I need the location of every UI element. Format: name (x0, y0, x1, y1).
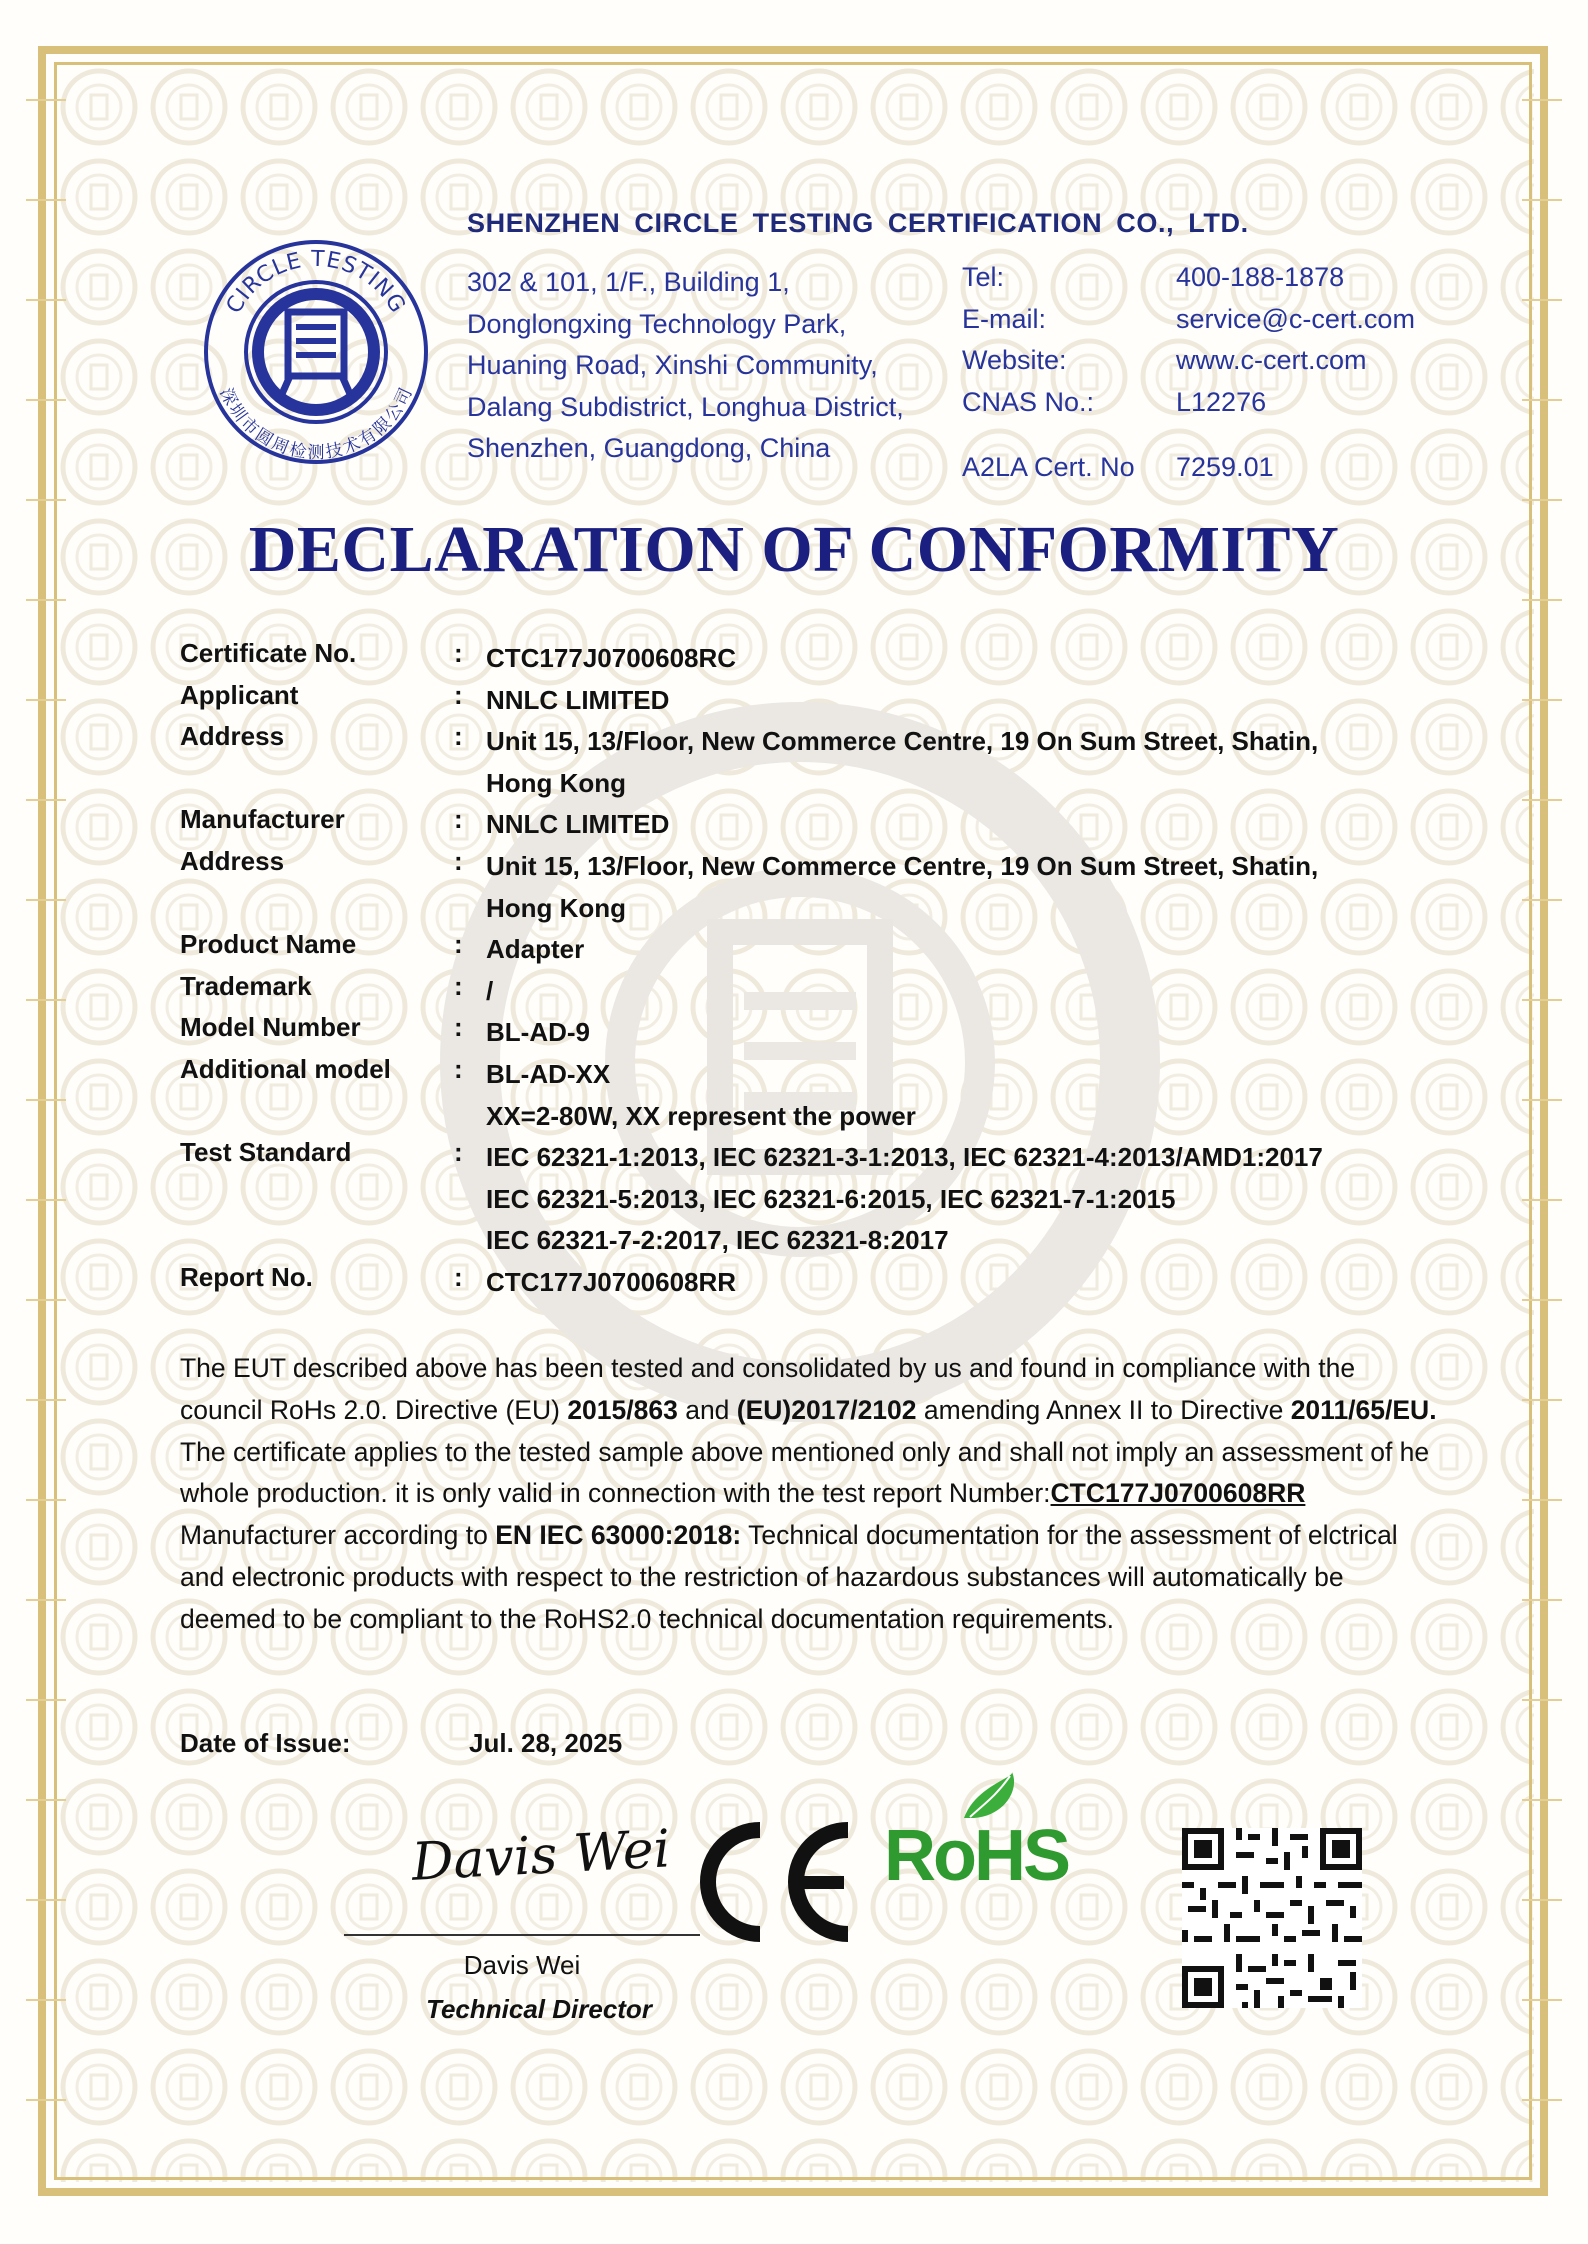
signatory-name: Davis Wei (463, 1950, 581, 1980)
text-run: amending Annex II to Directive (916, 1394, 1291, 1425)
value-line: CTC177J0700608RC (486, 643, 737, 673)
ce-mark (700, 1822, 860, 1942)
value-line: Adapter (486, 934, 585, 965)
left-frame-ticks (26, 80, 66, 2160)
value-line: NNLC LIMITED (486, 809, 670, 840)
field-colon: : (454, 1137, 463, 1168)
contact-label: A2LA Cert. No (962, 452, 1135, 482)
signature-script: Davis Wei (410, 1819, 672, 1893)
field-value (486, 971, 1486, 1013)
value-line: IEC 62321-5:2013, IEC 62321-6:2015, IEC 62321-7-1:2015 (486, 1183, 1176, 1214)
field-colon: : (454, 929, 463, 960)
field-value (486, 804, 1486, 846)
declaration-text (180, 1348, 1440, 1641)
field-label: Address (180, 846, 285, 876)
value-line: / (486, 975, 494, 1006)
field-value (486, 680, 1486, 722)
value-line: IEC 62321-1:2013, IEC 62321-3-1:2013, IEC 62321-4:2013/AMD1:2017 (486, 1142, 1323, 1173)
seal-text-top: CIRCLE TESTING (221, 246, 411, 318)
right-frame-ticks (1522, 80, 1562, 2160)
text-run: The EUT described above has been tested and consolidated by us and found in compliance with the council RoHs 2.0. Directive (EU) (180, 1353, 1356, 1425)
qr-code (1182, 1828, 1362, 2008)
value-line: Hong Kong (486, 767, 627, 798)
field-colon: : (454, 721, 463, 752)
field-label: Applicant (180, 679, 299, 710)
field-value (486, 846, 1486, 929)
text-run: Technical documentation for the assessment of elctrical and electronic products with respect to the restriction of hazardous substances will automatically be deemed to be compliant to the RoHS2.0 technical documentation requirements. (180, 1520, 1398, 1634)
rohs-text: RoHS (884, 1816, 1068, 1896)
contact-value: 400-188-1878 (1176, 262, 1345, 292)
field-value (486, 929, 1486, 971)
contact-value: service@c-cert.com (1176, 303, 1415, 334)
signatory-title: Technical Director (426, 1994, 652, 2024)
standard-paragraph (180, 1515, 1440, 1640)
field-colon: : (454, 1262, 463, 1292)
value-line: CTC177J0700608RR (486, 1267, 737, 1297)
address-line: Donglongxing Technology Park, (467, 308, 847, 339)
value-line: XX=2-80W, XX represent the power (486, 1100, 916, 1131)
compliance-paragraph (180, 1348, 1440, 1515)
field-label: Address (180, 721, 285, 752)
value-line: Unit 15, 13/Floor, New Commerce Centre, 19 On Sum Street, Shatin, (486, 851, 1319, 881)
field-colon: : (454, 804, 463, 835)
contact-label: E-mail: (962, 303, 1047, 334)
document-title: DECLARATION OF CONFORMITY (248, 513, 1340, 586)
leaf-icon (964, 1772, 1014, 1818)
seal-text-bottom: 深圳市圆周检测技术有限公司 (215, 384, 417, 463)
field-value (486, 638, 1486, 680)
report-number-link: CTC177J0700608RR (1050, 1478, 1306, 1509)
field-colon: : (454, 970, 463, 1001)
field-colon: : (454, 679, 463, 710)
address-line: 302 & 101, 1/F., Building 1, (467, 267, 790, 297)
contact-value: L12276 (1176, 386, 1267, 417)
field-label: Report No. (180, 1262, 313, 1292)
value-line: BL-AD-XX (486, 1059, 611, 1089)
contact-label: Tel: (962, 262, 1005, 292)
signature-line (344, 1934, 700, 1936)
field-label: Certificate No. (180, 638, 357, 668)
field-label: Test Standard (180, 1137, 352, 1168)
value-line: NNLC LIMITED (486, 684, 670, 715)
text-run: and (677, 1394, 737, 1425)
date-of-issue-value: Jul. 28, 2025 (469, 1728, 623, 1758)
date-of-issue-label: Date of Issue: (180, 1728, 351, 1758)
field-label: Additional model (180, 1054, 391, 1084)
directive-ref: 2011/65/EU. (1290, 1394, 1437, 1425)
contact-value: 7259.01 (1176, 452, 1274, 482)
field-value (486, 1137, 1486, 1262)
value-line: IEC 62321-7-2:2017, IEC 62321-8:2017 (486, 1225, 949, 1256)
field-label: Trademark (180, 970, 312, 1001)
address-line: Dalang Subdistrict, Longhua District, (467, 391, 904, 422)
address-line: Shenzhen, Guangdong, China (467, 433, 831, 463)
company-name: SHENZHEN CIRCLE TESTING CERTIFICATION CO., LTD. (467, 208, 1249, 238)
company-seal-logo (202, 238, 430, 466)
field-colon: : (454, 846, 463, 876)
value-line: Hong Kong (486, 892, 627, 923)
field-label: Manufacturer (180, 804, 345, 835)
value-line: BL-AD-9 (486, 1017, 590, 1048)
directive-ref: 2015/863 (567, 1394, 678, 1425)
field-label: Product Name (180, 929, 357, 960)
company-address (467, 262, 904, 470)
standard-ref: EN IEC 63000:2018: (495, 1520, 742, 1551)
directive-ref: (EU)2017/2102 (736, 1394, 917, 1425)
rohs-mark (884, 1772, 1074, 1896)
field-colon: : (454, 1012, 463, 1043)
field-colon: : (454, 1054, 463, 1084)
field-value (486, 721, 1486, 804)
contact-value: www.c-cert.com (1176, 345, 1367, 375)
text-run: The certificate applies to the tested sample above mentioned only and shall not imply an assessment of he whole production. it is only valid in connection with the test report Number: (180, 1436, 1430, 1509)
contact-label: CNAS No.: (962, 386, 1095, 417)
field-value (486, 1054, 1486, 1137)
field-value (486, 1012, 1486, 1054)
field-value (486, 1262, 1486, 1304)
contact-label: Website: (962, 345, 1067, 375)
value-line: Unit 15, 13/Floor, New Commerce Centre, 19 On Sum Street, Shatin, (486, 726, 1319, 757)
field-colon: : (454, 638, 463, 668)
field-label: Model Number (180, 1012, 361, 1043)
signature (404, 1812, 672, 1912)
text-run: Manufacturer according to (180, 1520, 496, 1551)
address-line: Huaning Road, Xinshi Community, (467, 350, 878, 380)
